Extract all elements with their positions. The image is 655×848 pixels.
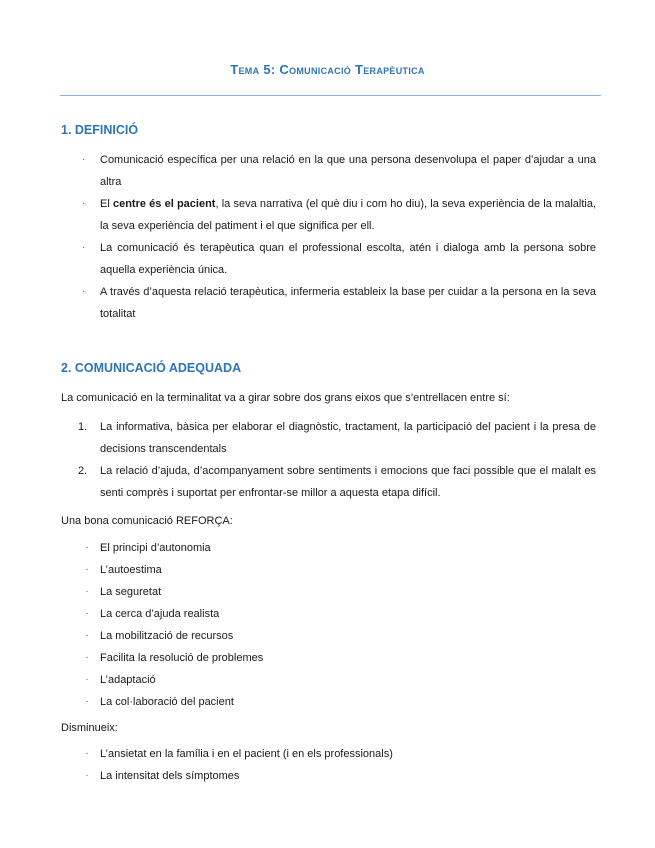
bullet-icon: · [85, 696, 89, 707]
item-text: El principi d’autonomia [100, 542, 211, 554]
list-item [82, 559, 596, 581]
item-text: La informativa, bàsica per elaborar el diagnòstic, tractament, la participació del pacient i la presa de decisions transcendentals [100, 421, 596, 455]
list-item [82, 647, 596, 669]
item-text-bold: centre és el pacient [112, 198, 216, 210]
list-item [82, 603, 596, 625]
bullet-icon: · [82, 242, 86, 253]
bullet-icon: · [82, 286, 86, 297]
item-text: La mobilització de recursos [100, 630, 234, 642]
reinforces-list [82, 537, 596, 713]
item-text: Facilita la resolució de problemes [100, 652, 264, 664]
list-item [82, 149, 596, 193]
section-heading-comunicacio-adequada: 2. COMUNICACIÓ ADEQUADA [61, 361, 242, 375]
item-text: La seguretat [100, 586, 162, 598]
title-divider [60, 95, 601, 96]
bullet-icon: · [85, 586, 89, 597]
item-text-post: A través d’aquesta relació terapèutica, infermeria estableix la base per cuidar a la persona en la seva totalitat [100, 286, 596, 320]
item-text: L’ansietat en la família i en el pacient (i en els professionals) [100, 748, 393, 760]
item-text: La intensitat dels símptomes [100, 770, 240, 782]
bullet-icon: · [82, 154, 86, 165]
item-text-post: La comunicació és terapèutica quan el professional escolta, atén i dialoga amb la persona sobre aquella experiència única. [100, 242, 596, 276]
item-text: L’autoestima [100, 564, 162, 576]
list-number: 1. [78, 421, 88, 433]
list-item [82, 581, 596, 603]
list-item [82, 669, 596, 691]
list-item [82, 193, 596, 237]
list-item [82, 691, 596, 713]
list-item [82, 625, 596, 647]
item-text-post: , la seva narrativa (el què diu i com ho diu), la seva experiència de la malaltia, la seva experiència del patiment i el que significa per ell. [100, 198, 596, 232]
bullet-icon: · [82, 198, 86, 209]
list-item [82, 743, 596, 765]
document-title: Tema 5: Comunicació Terapèutica [230, 62, 425, 77]
list-item [82, 765, 596, 787]
list-number: 2. [78, 465, 88, 477]
list-item [78, 416, 596, 460]
item-text-pre: El [100, 198, 113, 210]
bullet-icon: · [85, 674, 89, 685]
bullet-icon: · [85, 630, 89, 641]
bullet-icon: · [85, 542, 89, 553]
item-text: L’adaptació [100, 674, 156, 686]
item-text: La col·laboració del pacient [100, 696, 234, 708]
item-text: La relació d’ajuda, d’acompanyament sobre sentiments i emocions que faci possible que el malalt es senti comprès i suportat per enfrontar-se millor a aquesta etapa difícil. [100, 465, 596, 499]
list-item [82, 537, 596, 559]
decreases-list [82, 743, 596, 787]
section-heading-definicio: 1. DEFINICIÓ [61, 123, 139, 137]
bullet-icon: · [85, 652, 89, 663]
reinforces-label: Una bona comunicació REFORÇA: [61, 515, 233, 527]
decreases-label: Disminueix: [61, 722, 118, 734]
bullet-icon: · [85, 564, 89, 575]
section-intro: La comunicació en la terminalitat va a girar sobre dos grans eixos que s’entrellacen entre sí: [61, 392, 510, 404]
item-text: La cerca d’ajuda realista [100, 608, 220, 620]
list-item [82, 237, 596, 281]
bullet-icon: · [85, 770, 89, 781]
definition-list [82, 149, 596, 325]
list-item [78, 460, 596, 504]
list-item [82, 281, 596, 325]
axes-list [78, 416, 596, 504]
item-text-post: Comunicació específica per una relació en la que una persona desenvolupa el paper d’ajudar a una altra [100, 154, 596, 188]
bullet-icon: · [85, 608, 89, 619]
bullet-icon: · [85, 748, 89, 759]
